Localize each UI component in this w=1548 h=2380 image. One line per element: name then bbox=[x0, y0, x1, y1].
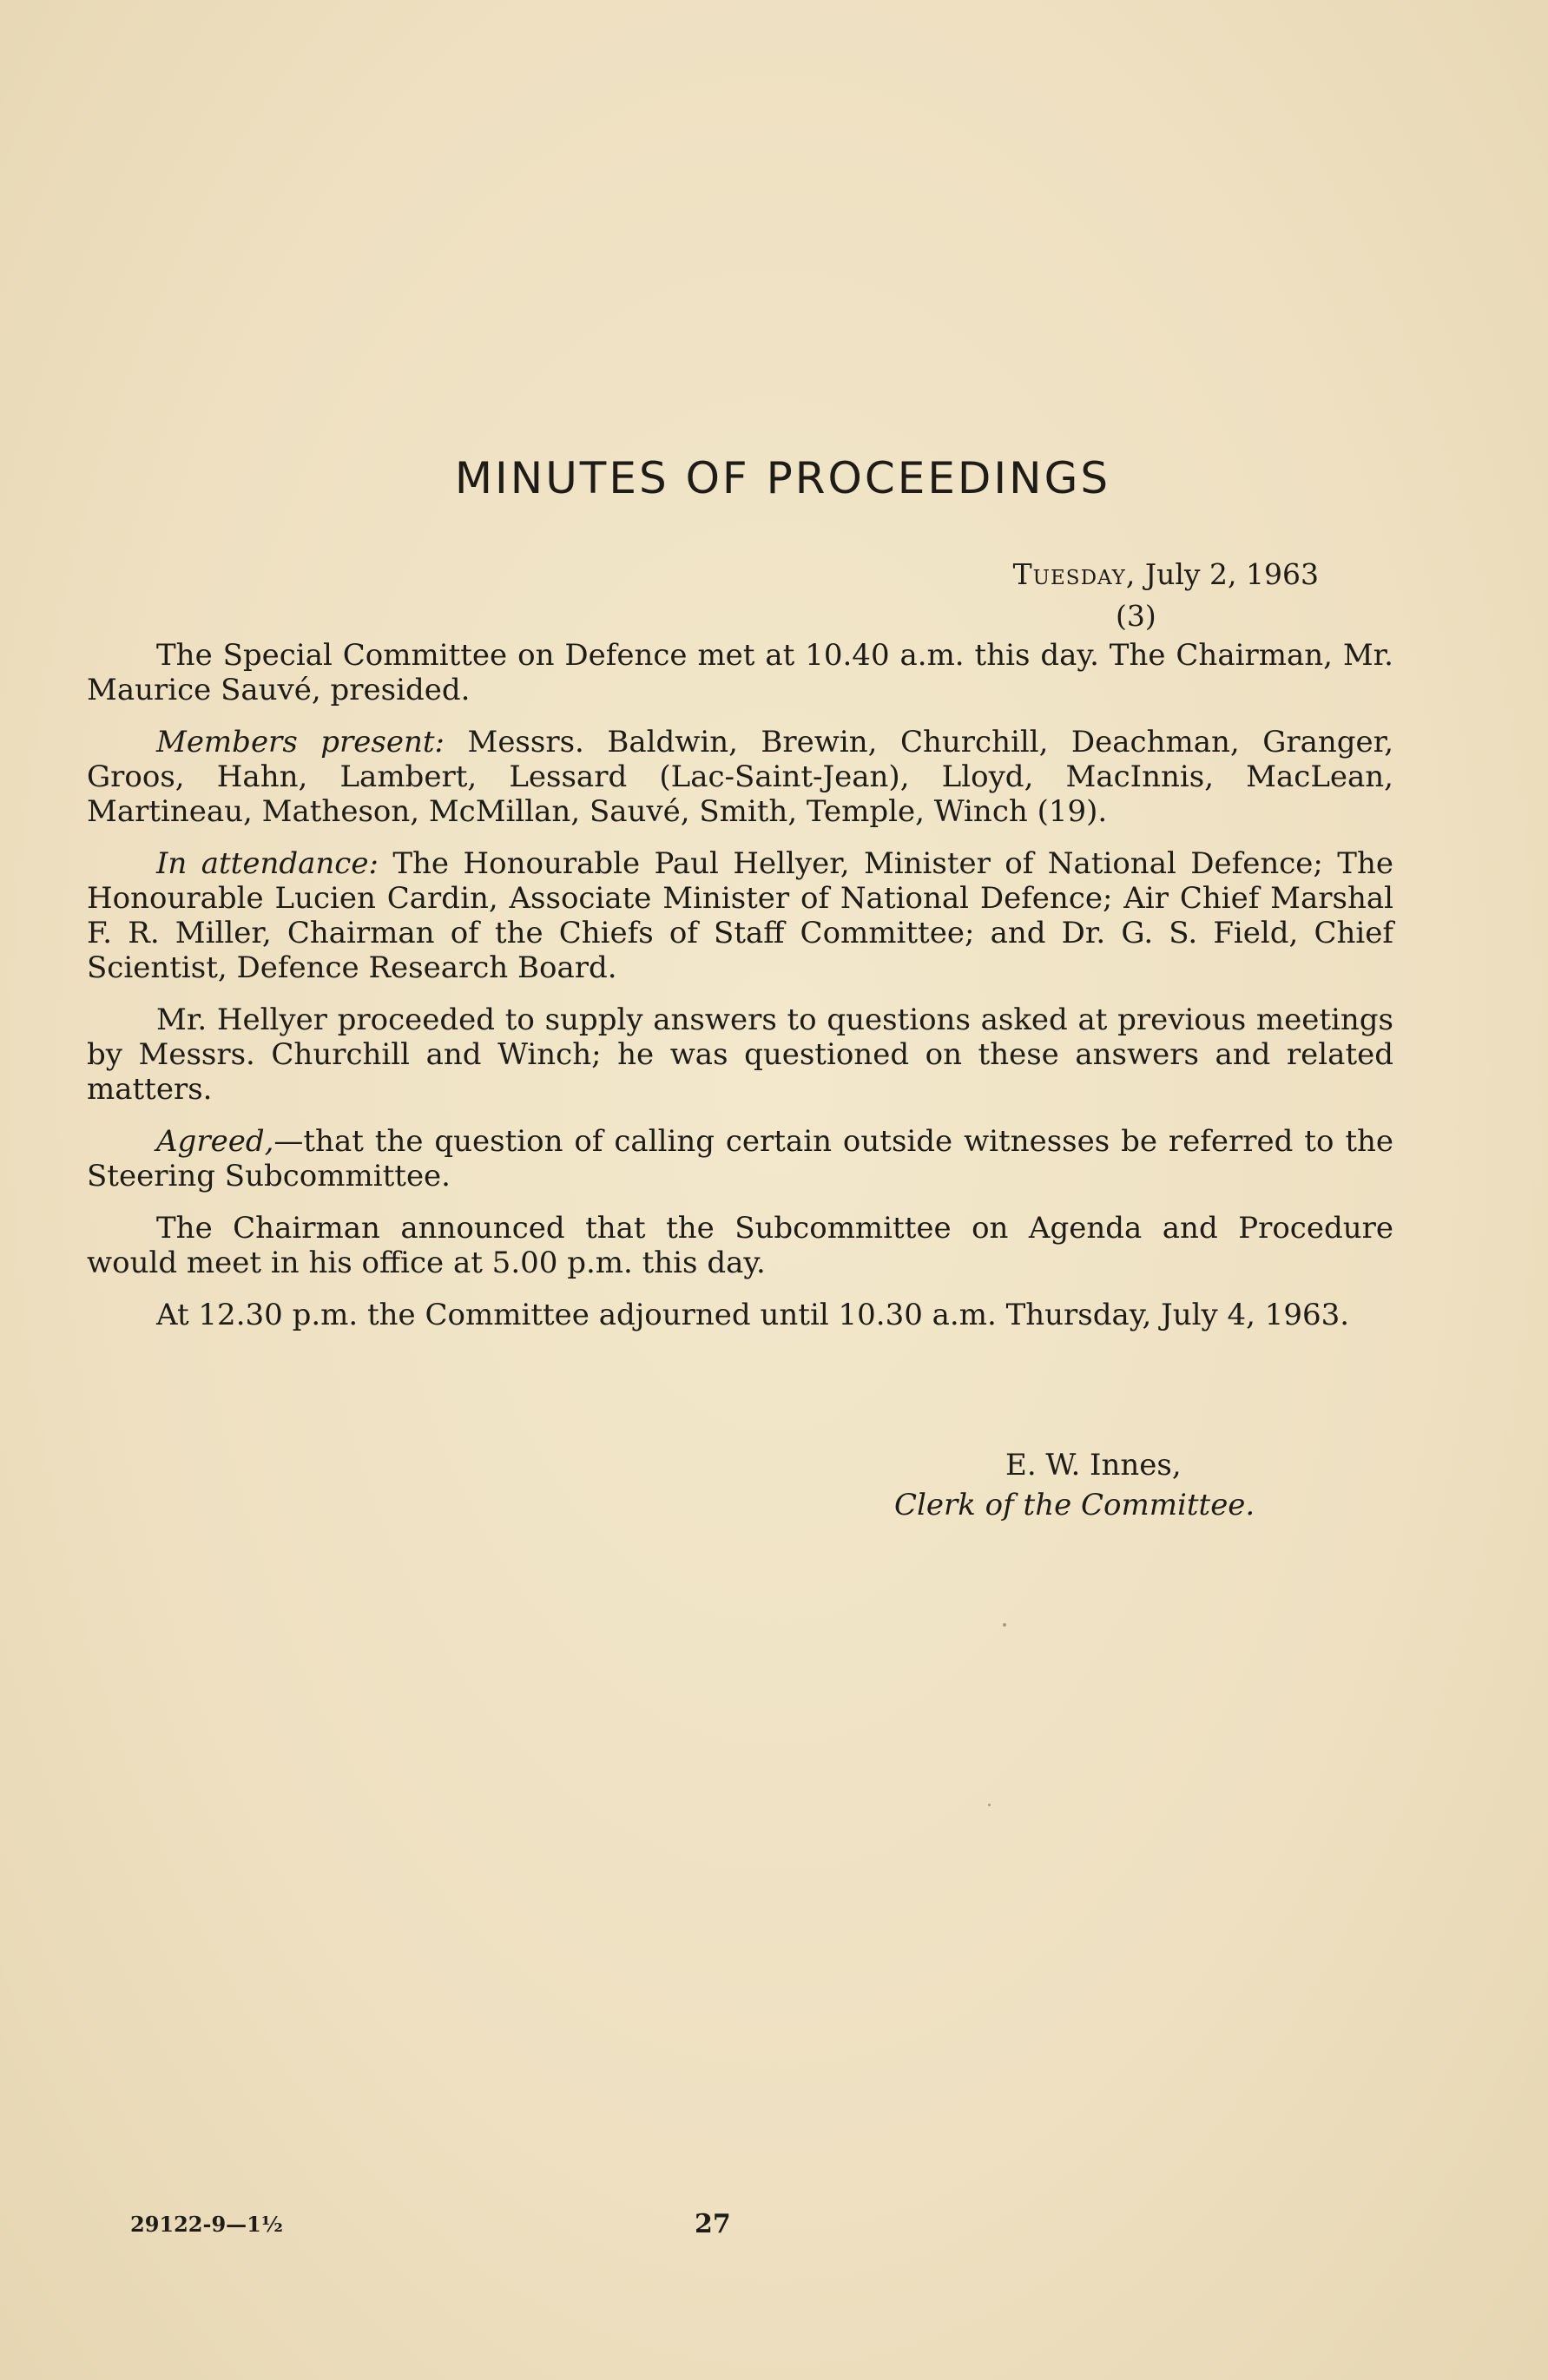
paragraph-text: At 12.30 p.m. the Committee adjourned until 10.30 a.m. Thursday, July 4, 1963. bbox=[156, 1298, 1350, 1332]
meeting-dateline bbox=[1013, 557, 1319, 591]
paper-speck bbox=[1003, 1623, 1006, 1627]
paragraph-members-present bbox=[87, 725, 1393, 829]
paragraph-answers bbox=[87, 1003, 1393, 1107]
paragraph-in-attendance bbox=[87, 846, 1393, 985]
meeting-date: July 2, 1963 bbox=[1144, 557, 1319, 591]
paragraph-text: Messrs. Baldwin, Brewin, Churchill, Deachman, Granger, Groos, Hahn, Lambert, Lessard (Lac-Saint-Jean), Lloyd, MacInnis, MacLean, Martineau, Matheson, McMillan, Sauvé, Smith, Temple, Winch (19). bbox=[87, 725, 1393, 829]
print-code: 29122-9—1½ bbox=[130, 2212, 283, 2237]
paragraph-text: The Special Committee on Defence met at 10.40 a.m. this day. The Chairman, Mr. Maurice Sauvé, presided. bbox=[87, 638, 1393, 707]
page-title: MINUTES OF PROCEEDINGS bbox=[454, 453, 1111, 503]
paragraph-text: Mr. Hellyer proceeded to supply answers to questions asked at previous meetings by Messrs. Churchill and Winch; he was questioned on these answers and related matters. bbox=[87, 1003, 1393, 1107]
paragraph-announcement bbox=[87, 1211, 1393, 1280]
page-number: 27 bbox=[695, 2209, 731, 2239]
paragraph-text: The Chairman announced that the Subcommittee on Agenda and Procedure would meet in his office at 5.00 p.m. this day. bbox=[87, 1211, 1393, 1280]
paragraph-adjournment bbox=[87, 1298, 1393, 1332]
minutes-body bbox=[87, 638, 1393, 1350]
sitting-number: (3) bbox=[1116, 599, 1156, 633]
paragraph-text: —that the question of calling certain outside witnesses be referred to the Steering Subcommittee. bbox=[87, 1124, 1393, 1193]
signature-block bbox=[894, 1445, 1255, 1525]
paragraph-lead: In attendance: bbox=[156, 846, 379, 881]
paragraph-opening bbox=[87, 638, 1393, 707]
paragraph-lead: Members present: bbox=[156, 725, 445, 759]
meeting-weekday: Tuesday, bbox=[1012, 557, 1136, 591]
paragraph-agreed bbox=[87, 1124, 1393, 1193]
signatory-role: Clerk of the Committee. bbox=[894, 1488, 1255, 1522]
signatory-name: E. W. Innes, bbox=[1005, 1448, 1182, 1483]
paper-speck bbox=[988, 1804, 991, 1806]
paragraph-lead: Agreed, bbox=[156, 1124, 274, 1159]
paragraph-text: The Honourable Paul Hellyer, Minister of National Defence; The Honourable Lucien Cardin, Associate Minister of National Defence; Air Chief Marshal F. R. Miller, Chairman of the Chiefs of Staff Committee; and Dr. G. S. Field, Chief Scientist, Defence Research Board. bbox=[87, 846, 1393, 985]
